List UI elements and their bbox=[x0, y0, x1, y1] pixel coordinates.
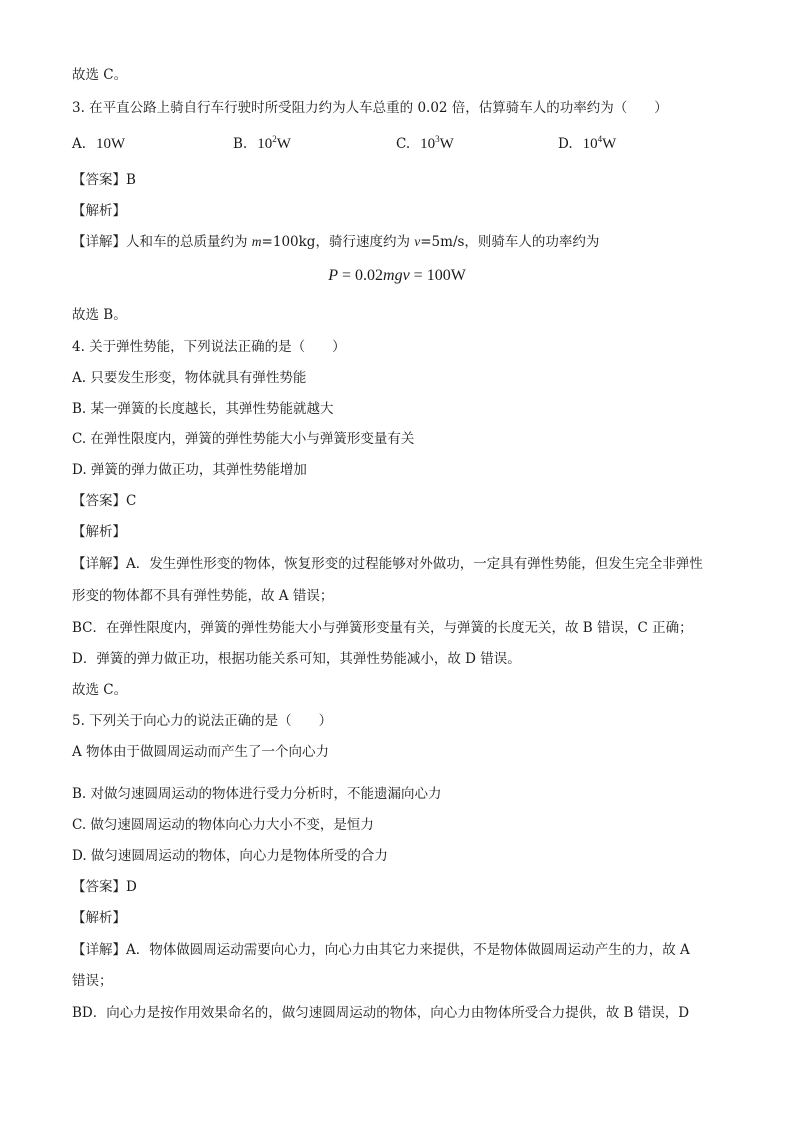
q4-conclusion: 故选 C。 bbox=[72, 682, 128, 698]
q5-answer: 【答案】D bbox=[72, 879, 137, 895]
q5-option-b: B. 对做匀速圆周运动的物体进行受力分析时，不能遗漏向心力 bbox=[72, 786, 442, 802]
q3-var-m: m bbox=[251, 234, 262, 249]
q3-detail bbox=[72, 232, 722, 252]
q3-option-b-base: 10 bbox=[257, 136, 273, 152]
q5-detail-line-1: 【详解】A．物体做圆周运动需要向心力，向心力由其它力来提供，不是物体做圆周运动产生的力，故 A bbox=[72, 942, 690, 958]
q4-detail-line-2: 形变的物体都不具有弹性势能，故 A 错误； bbox=[72, 588, 334, 604]
q3-option-d-letter: D. bbox=[558, 136, 573, 152]
q3-option-d bbox=[558, 134, 616, 154]
q3-conclusion: 故选 B。 bbox=[72, 307, 127, 323]
q4-detail-line-4: D．弹簧的弹力做正功，根据功能关系可知，其弹性势能减小，故 D 错误。 bbox=[72, 651, 521, 667]
q4-detail-line-3: BC．在弹性限度内，弹簧的弹性势能大小与弹簧形变量有关，与弹簧的长度无关，故 B 错误，C 正确； bbox=[72, 620, 693, 636]
q3-analysis-label: 【解析】 bbox=[72, 203, 126, 219]
q3-answer: 【答案】B bbox=[72, 172, 136, 188]
q5-stem: 5. 下列关于向心力的说法正确的是（ ） bbox=[72, 713, 333, 729]
q3-option-b-exp: 2 bbox=[272, 134, 277, 144]
q3-option-c-base: 10 bbox=[420, 136, 436, 152]
q3-option-b-letter: B. bbox=[233, 136, 248, 152]
q3-var-v: v bbox=[414, 234, 421, 249]
formula-coef: = 0.02 bbox=[337, 267, 384, 284]
q3-option-c-exp: 3 bbox=[435, 134, 440, 144]
q5-option-d: D. 做匀速圆周运动的物体，向心力是物体所受的合力 bbox=[72, 848, 388, 864]
q4-analysis-label: 【解析】 bbox=[72, 524, 126, 540]
q3-detail-suffix: =5m/s，则骑车人的功率约为 bbox=[420, 234, 600, 250]
formula-result: = 100W bbox=[409, 267, 466, 284]
q3-option-c-unit: W bbox=[439, 136, 454, 152]
q3-detail-prefix: 【详解】人和车的总质量约为 bbox=[72, 234, 252, 250]
formula-p: P bbox=[328, 267, 338, 284]
q5-detail-line-3: BD．向心力是按作用效果命名的，做匀速圆周运动的物体，向心力由物体所受合力提供，故 B 错误，D bbox=[72, 1005, 690, 1021]
q3-option-b bbox=[233, 134, 291, 154]
q3-option-d-unit: W bbox=[602, 136, 617, 152]
q4-option-a: A. 只要发生形变，物体就具有弹性势能 bbox=[72, 370, 307, 386]
q5-option-a: A 物体由于做圆周运动而产生了一个向心力 bbox=[72, 744, 330, 760]
q2-conclusion: 故选 C。 bbox=[72, 67, 128, 83]
q4-stem: 4. 关于弹性势能，下列说法正确的是（ ） bbox=[72, 339, 346, 355]
formula-mgv: mgv bbox=[383, 267, 410, 284]
q4-detail-line-1: 【详解】A．发生弹性形变的物体，恢复形变的过程能够对外做功，一定具有弹性势能，但发生完全非弹性 bbox=[72, 556, 703, 572]
q3-option-b-unit: W bbox=[276, 136, 291, 152]
q3-power-formula bbox=[0, 265, 794, 287]
q3-option-a-value: 10W bbox=[96, 136, 126, 152]
q5-analysis-label: 【解析】 bbox=[72, 910, 126, 926]
q3-option-c-letter: C. bbox=[396, 136, 411, 152]
q3-option-a bbox=[72, 134, 125, 154]
q3-option-d-exp: 4 bbox=[597, 134, 603, 144]
q4-option-b: B. 某一弹簧的长度越长，其弹性势能就越大 bbox=[72, 401, 334, 417]
q3-option-c bbox=[396, 134, 454, 154]
q5-option-c: C. 做匀速圆周运动的物体向心力大小不变，是恒力 bbox=[72, 817, 374, 833]
q3-stem: 3. 在平直公路上骑自行车行驶时所受阻力约为人车总重的 0.02 倍，估算骑车人的功率约为（ ） bbox=[72, 100, 668, 116]
q3-option-d-base: 10 bbox=[582, 136, 598, 152]
q4-option-d: D. 弹簧的弹力做正功，其弹性势能增加 bbox=[72, 462, 307, 478]
q4-answer: 【答案】C bbox=[72, 493, 137, 509]
q3-detail-mid: =100kg，骑行速度约为 bbox=[261, 234, 415, 250]
q4-option-c: C. 在弹性限度内，弹簧的弹性势能大小与弹簧形变量有关 bbox=[72, 431, 415, 447]
q3-option-a-letter: A. bbox=[72, 136, 87, 152]
q5-detail-line-2: 错误； bbox=[72, 973, 113, 989]
q3-options bbox=[72, 134, 732, 154]
